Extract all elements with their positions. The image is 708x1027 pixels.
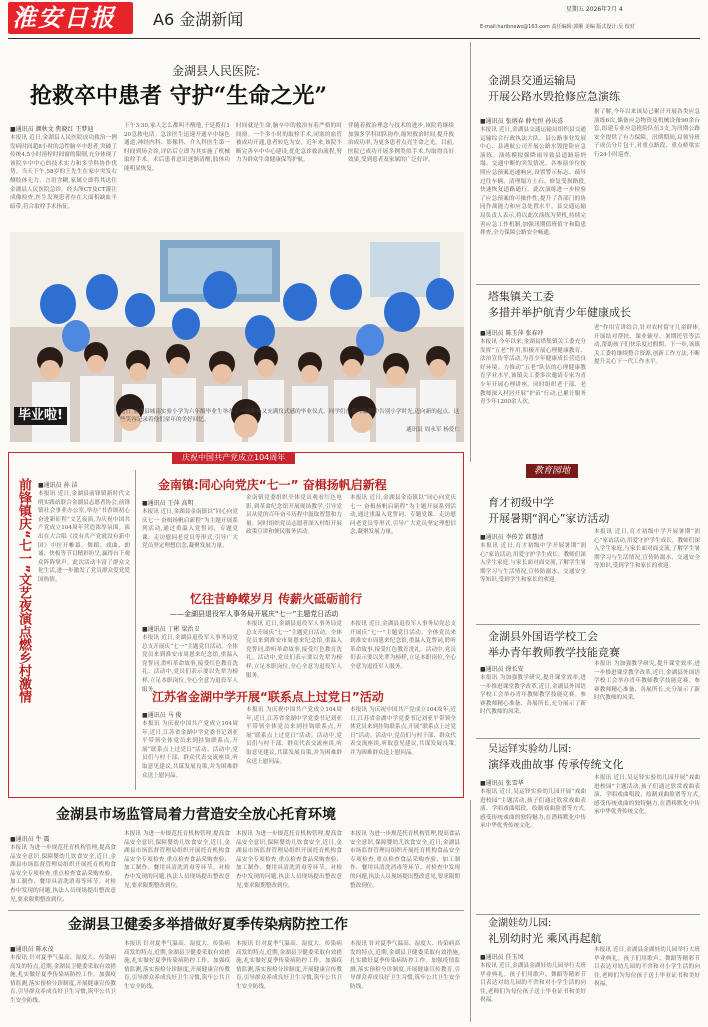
masthead-title: 淮安日报 bbox=[12, 3, 116, 32]
market-body-col2: 本报讯 为进一步规范托育机构管理,提高食品安全意识,保障婴幼儿饮食安全,近日,金湖县市场监督管理局组织开展托育机构食品安全专项检查,重点检查食品采购查验、加工制作、餐用具清洗消毒等环节。对检查中发现的问题,执法人员现场提出整改意见,要求限期整改到位。 bbox=[124, 831, 230, 889]
photo-credit: 通讯员 周永军 杨爱仁 bbox=[406, 427, 460, 433]
transport-title-1: 金湖县交通运输局 bbox=[488, 74, 576, 87]
page-label: A6 金湖新闻 bbox=[153, 10, 244, 29]
transport-title-2: 开展公路水毁抢修应急演练 bbox=[488, 90, 620, 103]
foreign-title-1: 金湖县外国语学校工会 bbox=[488, 630, 598, 643]
wu-body-col2: 本报讯 近日,吴运铎实验幼儿园开展“戏曲进校园”主题活动,孩子们通过欣赏戏曲表演、学唱戏曲唱段、绘制戏曲脸谱等方式,感受传统戏曲的独特魅力,在潜移默化中传承中华优秀传统文化。 bbox=[594, 775, 700, 816]
market-byline: ■通讯员 牛 震 bbox=[10, 836, 50, 843]
vertical-rule bbox=[135, 470, 136, 790]
foreign-body-col2: 本报讯 为加强教学研究,提升课堂效率,进一步推进课堂教学改革,近日,金湖县外国语学校工会举办青年教师教学技能竞赛。参赛教师精心准备、各展所长,充分展示了新时代教师的风采。 bbox=[594, 661, 700, 702]
photo-caption: 近日,金湖县城南实验小学为六年级毕业生举办了一场简朴又充满仪式感的毕业仪式。同学们在爱与温暖中告别小学时光,迈向新的起点。这些笑容记录着他们童年的美好回忆。 bbox=[120, 409, 460, 424]
school-body-col1: 本报讯 为庆祝中国共产党成立104周年,近日,江苏省金湖中学党委书记刘亚平带领全体党员来到挂钩联系点,开展“联系点上过党日”活动。活动中,党员们与村干部、群众代表交流座谈,听取意见建议,共谋发展良策,并为困难群众送上慰问品。 bbox=[142, 721, 238, 779]
lead-byline: ■通讯员 颜秋文 焦晓红 王梦迪 bbox=[10, 126, 94, 133]
kindergarten-title-2: 礼别幼时光 乘风再起航 bbox=[488, 932, 602, 945]
tamao-title-2: 多措并举护航青少年健康成长 bbox=[488, 306, 631, 319]
summer-body-col2: 本报讯 针对夏季气温高、湿度大、传染病高发的特点,近期,金湖县卫健委采取有效措施,扎实做好夏季传染病防控工作。加强疫情监测,落实预检分诊制度,开展健康宣传教育,引导群众养成良好卫生习惯,筑牢公共卫生安全防线。 bbox=[124, 941, 230, 990]
summer-body-col1: 本报讯 针对夏季气温高、湿度大、传染病高发的特点,近期,金湖县卫健委采取有效措施,扎实做好夏季传染病防控工作。加强疫情监测,落实预检分诊制度,开展健康宣传教育,引导群众养成良好卫生习惯,筑牢公共卫生安全防线。 bbox=[10, 955, 116, 1004]
summer-body-col3: 本报讯 针对夏季气温高、湿度大、传染病高发的特点,近期,金湖县卫健委采取有效措施,扎实做好夏季传染病防控工作。加强疫情监测,落实预检分诊制度,开展健康宣传教育,引导群众养成良好卫生习惯,筑牢公共卫生安全防线。 bbox=[236, 941, 342, 990]
wu-rule bbox=[476, 738, 700, 739]
memory-body-col3: 本报讯 近日,金湖县退役军人事务局党总支开展庆“七一”主题党日活动。全体党员来到淮安市周恩来纪念馆,重温入党誓词,聆听革命故事,接受红色教育洗礼。活动中,党员们表示要以先辈为榜样,立足本职岗位,全心全意为退役军人服务。 bbox=[350, 621, 456, 670]
yucai-title-1: 育才初级中学 bbox=[488, 496, 554, 509]
summer-title: 金湖县卫健委多举措做好夏季传染病防控工作 bbox=[68, 917, 348, 933]
jinnan-byline: ■通讯员 王萍 高明 bbox=[142, 500, 194, 507]
transport-byline: ■通讯员 张炳春 薛允恒 孙庆喜 bbox=[480, 118, 564, 125]
school-title: 江苏省金湖中学开展“联系点上过党日”活动 bbox=[152, 690, 384, 704]
kindergarten-byline: ■通讯员 任玉凤 bbox=[480, 954, 524, 961]
jinnan-body-col3: 本报讯 近日,金湖县金南镇以“同心向党庆七一 奋楫扬帆启新程”为主题开展系列活动,通过重温入党誓词、专题党课、走访慰问老党员等形式,引导广大党员坚定理想信念,凝聚发展力量。 bbox=[350, 495, 456, 536]
yucai-byline: ■通讯员 李传芳 韩慧清 bbox=[480, 534, 544, 541]
school-byline: ■通讯员 马 俊 bbox=[142, 712, 182, 719]
summer-rule bbox=[8, 910, 464, 911]
kindergarten-body-col1: 本报讯 近日,金湖县金湖娃幼儿园举行大班毕业典礼。孩子们用歌声、舞蹈等精彩节目表达对幼儿园的不舍和对小学生活的向往,老师们为每位孩子送上毕业证书和美好祝福。 bbox=[480, 963, 586, 1004]
foreign-byline: ■通讯员 徐长安 bbox=[480, 666, 524, 673]
market-body-col3: 本报讯 为进一步规范托育机构管理,提高食品安全意识,保障婴幼儿饮食安全,近日,金湖县市场监督管理局组织开展托育机构食品安全专项检查,重点检查食品采购查验、加工制作、餐用具清洗消毒等环节。对检查中发现的问题,执法人员现场提出整改意见,要求限期整改到位。 bbox=[236, 831, 342, 889]
kindergarten-rule bbox=[476, 914, 700, 915]
transport-body-col1: 本报讯 近日,金湖县交通运输局组织县交通运输综合行政执法大队、县公路事业发展中心、县港航公司开展公路水毁抢险应急演练。演练模拟强降雨导致县道路基坍塌、交通中断的突发情况。各参演单位按照应急预案迅速响应,设置警示标志、疏导过往车辆、清理塌方土石、修复受损路段,快速恢复道路通行。此次演练进一步检验了应急预案的可操作性,提升了各部门的协同作战能力和应急处置水平。县交通运输局负责人表示,将以此次演练为契机,持续完善应急工作机制,加强汛期值班值守和隐患排查,全力保障公路安全畅通。 bbox=[480, 127, 586, 237]
yucai-title-2: 开展暑期“润心”家访活动 bbox=[488, 512, 610, 525]
memory-body-col2: 本报讯 近日,金湖县退役军人事务局党总支开展庆“七一”主题党日活动。全体党员来到淮安市周恩来纪念馆,重温入党誓词,聆听革命故事,接受红色教育洗礼。活动中,党员们表示要以先辈为榜样,立足本职岗位,全心全意为退役军人服务。 bbox=[246, 621, 342, 679]
tamao-title-1: 塔集镇关工委 bbox=[488, 290, 554, 303]
lead-body-col4: 伴随着救治理念与技术的进步,该院将继续加强多学科团队协作,缩短救治时间,提升救治成功率,为更多患者点亮生命之光。目前,医院已成功开展多例类似手术,均取得良好效果,受到患者及家属的广泛好评。 bbox=[348, 123, 454, 164]
lead-title: 抢救卒中患者 守护“生命之光” bbox=[30, 83, 327, 109]
summer-body-col4: 本报讯 针对夏季气温高、湿度大、传染病高发的特点,近期,金湖县卫健委采取有效措施,扎实做好夏季传染病防控工作。加强疫情监测,落实预检分诊制度,开展健康宣传教育,引导群众养成良好卫生习惯,筑牢公共卫生安全防线。 bbox=[350, 941, 460, 990]
education-badge: 教育园地 bbox=[526, 464, 578, 478]
summer-byline: ■通讯员 陈永茂 bbox=[10, 946, 54, 953]
lead-kicker: 金湖县人民医院: bbox=[172, 64, 261, 78]
lead-body-col2: 下午3:30,家人怎么都叫不醒他,于是拨打120急救电话。急诊医生迅速开通卒中绿色通道,神经内科、影像科、介入科医生第一时间到场会诊,评估后立即为其实施了机械取栓手术。术后患者意识逐渐清醒,肢体功能明显恢复。 bbox=[124, 123, 230, 172]
tamao-body-col1: 本报讯 今年以来,金湖县塔集镇关工委充分发挥“五老”作用,积极开展心理健康教育、法治宣传等活动,为青少年健康成长营造良好环境。力推动“五老”队伍的心理健康教育学业水平,该镇关工委多次邀请专家为青少年开展心理讲座。同时组织老干部、老教师深入村居开展“护苗”行动,已累计服务青少年1200余人次。 bbox=[480, 339, 586, 406]
tamao-rule bbox=[476, 284, 700, 285]
transport-body-col2: 据了解,今年以来该局已累计开展各类应急演练6次,储备应急物资及机械设备90余台套,组建专业应急抢险队伍3支,为汛期公路安全提供了有力保障。汛期期间,局领导班子成员分片包干,对重点路段、重点桥梁实行24小时巡查。 bbox=[594, 109, 700, 158]
wu-title-1: 吴运铎实验幼儿园: bbox=[488, 744, 572, 755]
header-rule bbox=[8, 38, 700, 39]
memory-title: 忆往昔峥嵘岁月 传薪火砥砺前行 bbox=[190, 592, 363, 606]
foreign-rule bbox=[476, 624, 700, 625]
wu-byline: ■通讯员 张雪华 bbox=[480, 780, 524, 787]
lead-body-col1: 本报讯 近日,金湖县人民医院成功救治一例发病时间超8小时的急性脑卒中患者,突破了传统4.5小时溶栓时间窗的限制,充分体现了该院卒中中心的技术实力和多学科协作优势。当天下午,58岁的王先生在家中突发右侧肢体无力、言语含糊,家属立即将其送往金湖县人民医院急诊。经头颅CT及CT灌注成像检查,医生发现患者存在大面积缺血半暗带,符合取栓手术指征。 bbox=[10, 135, 117, 210]
foreign-body-col1: 本报讯 为加强教学研究,提升课堂效率,进一步推进课堂教学改革,近日,金湖县外国语学校工会举办青年教师教学技能竞赛。参赛教师精心准备、各展所长,充分展示了新时代教师的风采。 bbox=[480, 675, 586, 716]
photo-overlay-title: 毕业啦! bbox=[14, 407, 67, 425]
wu-body-col1: 本报讯 近日,吴运铎实验幼儿园开展“戏曲进校园”主题活动,孩子们通过欣赏戏曲表演、学唱戏曲唱段、绘制戏曲脸谱等方式,感受传统戏曲的独特魅力,在潜移默化中传承中华优秀传统文化。 bbox=[480, 789, 586, 830]
tamao-body-col2: 老”作用宣讲结合,针对农村留守儿童群体,开展结对帮扶、课业辅导、暑期托管等活动,帮助孩子们快乐度过假期。下一步,该镇关工委将继续整合资源,创新工作方法,不断提升关心下一代工作水平。 bbox=[594, 325, 700, 366]
foreign-title-2: 举办青年教师教学技能竞赛 bbox=[488, 646, 620, 659]
vertical-title: 前锋镇庆“七一”文艺夜演点燃乡村激情 bbox=[16, 478, 31, 704]
memory-byline: ■通讯员 丁彬 梁治卫 bbox=[142, 626, 200, 633]
lead-body-col3: 时间就是生命,脑卒中的救治有着严格的时间窗。一个多小时的取栓手术,闭塞的血管被成功开通,患者转危为安。近年来,该院不断完善卒中中心建设,优化急诊救治流程,努力为群众生命健康保驾护航。 bbox=[236, 123, 342, 164]
wu-title-2: 演绎戏曲故事 传承传统文化 bbox=[488, 758, 624, 771]
tamao-byline: ■通讯员 陈玉萍 张春冲 bbox=[480, 330, 544, 337]
july1-banner: 庆祝中国共产党成立104周年 bbox=[172, 452, 295, 464]
vertical-body: 本报讯 近日,金湖县前锋镇新时代文明实践站联合金湖县志愿者协会,前锋镇社会事业办公室,举办“书香颂初心 奋进新征程”文艺夜演,为庆祝中国共产党成立104周年营造浓厚氛围。演出在大合唱《没有共产党就没有新中国》中拉开帷幕。舞蹈、戏曲、朗诵、快板等节目精彩纷呈,赢得台下观众阵阵掌声。此次活动丰富了群众文化生活,进一步激发了党员群众爱党爱国热情。 bbox=[38, 491, 130, 583]
header-date: 星期五 2026年7月 4 bbox=[566, 6, 623, 13]
yucai-body-col1: 本报讯 近日,育才初级中学开展暑期“润心”家访活动,用爱守护学生成长。教师们深入学生家庭,与家长面对面交流,了解学生暑期学习与生活情况,宣传防溺水、交通安全等知识,受到学生和家长的欢迎。 bbox=[480, 543, 586, 584]
jinnan-body-col2: 金南镇党委组织全体党员观看红色电影,到革命纪念馆开展现场教学,引导党员从党的百年奋斗历程中汲取智慧和力量。同时组织党员志愿者深入村组开展政策宣讲和便民服务活动。 bbox=[246, 495, 342, 536]
memory-body-col1: 本报讯 近日,金湖县退役军人事务局党总支开展庆“七一”主题党日活动。全体党员来到淮安市周恩来纪念馆,重温入党誓词,聆听革命故事,接受红色教育洗礼。活动中,党员们表示要以先辈为榜样,立足本职岗位,全心全意为退役军人服务。 bbox=[142, 635, 238, 693]
vertical-byline: ■通讯员 孙 洁 bbox=[38, 482, 78, 489]
header-email: E-mail:haribnews@163.com 责任编辑:郭顺 美编 版式设计:吴 校对 bbox=[480, 24, 635, 30]
jinnan-body-col1: 本报讯 近日,金湖县金南镇以“同心向党庆七一 奋楫扬帆启新程”为主题开展系列活动,通过重温入党誓词、专题党课、走访慰问老党员等形式,引导广大党员坚定理想信念,凝聚发展力量。 bbox=[142, 509, 238, 550]
market-body-col1: 本报讯 为进一步规范托育机构管理,提高食品安全意识,保障婴幼儿饮食安全,近日,金湖县市场监督管理局组织开展托育机构食品安全专项检查,重点检查食品采购查验、加工制作、餐用具清洗消毒等环节。对检查中发现的问题,执法人员现场提出整改意见,要求限期整改到位。 bbox=[10, 845, 116, 903]
school-body-col2: 本报讯 为庆祝中国共产党成立104周年,近日,江苏省金湖中学党委书记刘亚平带领全体党员来到挂钩联系点,开展“联系点上过党日”活动。活动中,党员们与村干部、群众代表交流座谈,听取意见建议,共谋发展良策,并为困难群众送上慰问品。 bbox=[246, 707, 342, 765]
jinnan-title: 金南镇:同心向党庆“七一” 奋楫扬帆启新程 bbox=[158, 478, 387, 492]
market-body-col4: 本报讯 为进一步规范托育机构管理,提高食品安全意识,保障婴幼儿饮食安全,近日,金湖县市场监督管理局组织开展托育机构食品安全专项检查,重点检查食品采购查验、加工制作、餐用具清洗消毒等环节。对检查中发现的问题,执法人员现场提出整改意见,要求限期整改到位。 bbox=[350, 831, 460, 889]
right-column-rule bbox=[470, 42, 471, 462]
bottom-column-rule bbox=[470, 800, 471, 1022]
kindergarten-title-1: 金湖娃幼儿园: bbox=[488, 918, 552, 929]
school-body-col3: 本报讯 为庆祝中国共产党成立104周年,近日,江苏省金湖中学党委书记刘亚平带领全体党员来到挂钩联系点,开展“联系点上过党日”活动。活动中,党员们与村干部、群众代表交流座谈,听取意见建议,共谋发展良策,并为困难群众送上慰问品。 bbox=[350, 707, 456, 756]
market-title: 金湖县市场监管局着力营造安全放心托育环境 bbox=[56, 807, 336, 823]
yucai-body-col2: 本报讯 近日,育才初级中学开展暑期“润心”家访活动,用爱守护学生成长。教师们深入学生家庭,与家长面对面交流,了解学生暑期学习与生活情况,宣传防溺水、交通安全等知识,受到学生和家长的欢迎。 bbox=[594, 529, 700, 570]
kindergarten-body-col2: 本报讯 近日,金湖县金湖娃幼儿园举行大班毕业典礼。孩子们用歌声、舞蹈等精彩节目表达对幼儿园的不舍和对小学生活的向往,老师们为每位孩子送上毕业证书和美好祝福。 bbox=[594, 947, 700, 988]
memory-subtitle: ——金湖县退役军人事务局开展庆“七一”主题党日活动 bbox=[170, 610, 339, 618]
